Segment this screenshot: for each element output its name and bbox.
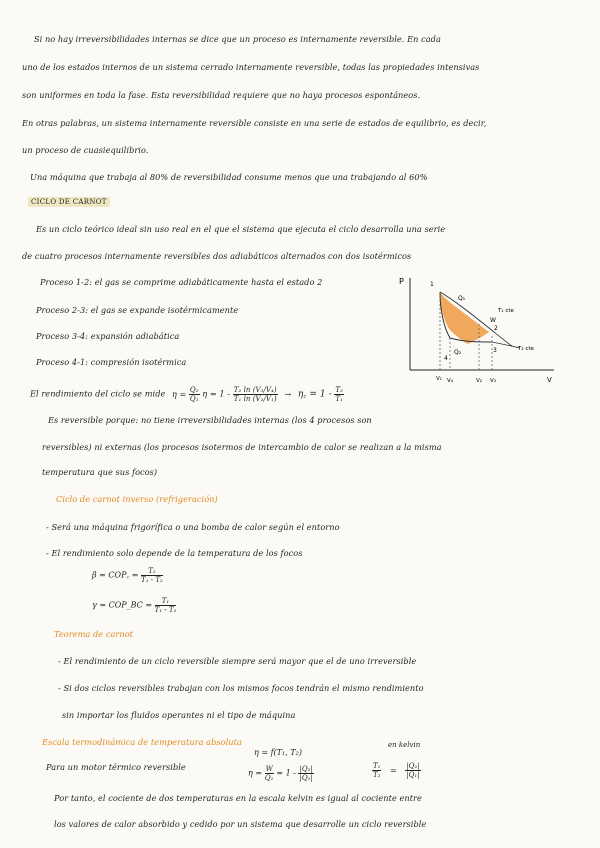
kelvin-note: en kelvin (388, 741, 421, 749)
eta-log-ratio: $\frac{\text{T₂ ln (V₃/V₄)}}{\text{T₁ ln (V₂/V₁)}}$ (233, 386, 277, 403)
text-line: - El rendimiento de un ciclo reversible siempre será mayor que el de uno irreversible (58, 656, 417, 666)
efficiency-text: El rendimiento del ciclo se mide (30, 388, 166, 399)
carnot-efficiency: η꜀ = 1 - (297, 389, 332, 400)
process-line: Proceso 2-3: el gas se expande isotérmicamente (36, 305, 239, 315)
text-line: Por tanto, el cociente de dos temperaturas en la escala kelvin es igual al cociente entre (54, 793, 422, 803)
carnot-pv-diagram (394, 270, 558, 390)
text-line: En otras palabras, un sistema internamente reversible consiste en una serie de estados de equilibrio, es decir, (22, 118, 487, 128)
section-heading-escala: Escala termodinámica de temperatura absoluta (42, 737, 242, 747)
point-label: 2 (494, 325, 498, 332)
volume-label: V₂ (476, 378, 482, 384)
text-line: son uniformes en toda la fase. Esta reversibilidad requiere que no haya procesos espontáneos. (22, 90, 421, 100)
text-line: - El rendimiento solo depende de la temperatura de los focos (46, 548, 303, 558)
text-line: Es un ciclo teórico ideal sin uso real en el que el sistema que ejecuta el ciclo desarrolla una serie (36, 224, 446, 234)
text-line: Es reversible porque: no tiene irreversibilidades internas (los 4 procesos son (48, 415, 372, 425)
eta-main: η = 1 - (202, 388, 231, 399)
process-line: Proceso 1-2: el gas se comprime adiabáticamente hasta el estado 2 (40, 277, 323, 287)
temperature-heat-ratio: $\frac{\text{T₁}}{\text{T₂}}$ = $\frac{\text{|Q₂|}}{\text{|Q₁|}}$ (373, 762, 420, 779)
section-heading-carnot: CICLO DE CARNOT (28, 197, 110, 207)
work-label: W (490, 317, 496, 324)
x-axis-label: V (547, 376, 552, 384)
carnot-temp-ratio: $\frac{\text{T₂}}{\text{T₁}}$ (335, 386, 343, 403)
volume-label: V₄ (447, 378, 453, 384)
process-line: Proceso 3-4: expansión adiabática (36, 331, 180, 341)
efficiency-line: El rendimiento del ciclo se mide η = $\frac{\text{Q₂}}{\text{Q₁}}$ η = 1 - $\frac{\text{T₂ ln (V₃/V₄)}}{\text{T₁ ln (V₂/V₁)}}$ → η꜀ = 1 - $\frac{\text{T₂}}{\text{T₁}}$ (30, 386, 343, 403)
text-line: de cuatro procesos internamente reversibles dos adiabáticos alternados con dos isotérmicos (22, 251, 412, 261)
process-line: Proceso 4-1: compresión isotérmica (36, 357, 187, 367)
volume-label: V₁ (436, 376, 442, 382)
eta-heat-formula: η = $\frac{W}{\text{Q₁}}$ = 1 - $\frac{\text{|Q₂|}}{\text{|Q₁|}}$ (248, 765, 313, 782)
section-heading-teorema: Teorema de carnot (54, 629, 134, 639)
text-line: - Será una máquina frigorífica o una bomba de calor según el entorno (46, 522, 340, 532)
section-heading-inverso: Ciclo de carnot inverso (refrigeración) (56, 494, 218, 504)
text-line: reversibles) ni externas (los procesos isotermos de intercambio de calor se realizan a la misma (42, 442, 442, 452)
text-line: uno de los estados internos de un sistema cerrado internamente reversible, todas las propiedades intensivas (22, 62, 480, 72)
heat-in-label: Q₁ (458, 295, 466, 302)
text-line: un proceso de cuasiequilibrio. (22, 145, 149, 155)
beta-cop-formula: β = COP꜀ = $\frac{\text{T₂}}{\text{T₁ - T₂}}$ (92, 567, 163, 584)
eta-formula: η = (172, 389, 187, 399)
y-axis-label: P (399, 277, 404, 286)
gamma-cop-formula: γ = COP_BC = $\frac{\text{T₁}}{\text{T₁ - T₂}}$ (92, 597, 177, 614)
point-label: 3 (493, 347, 497, 354)
text-line: - Si dos ciclos reversibles trabajan con los mismos focos tendrán el mismo rendimiento (58, 683, 424, 693)
point-label: 4 (444, 355, 448, 362)
eta-function-formula: η = f(T₁, T₂) (254, 748, 302, 757)
text-line: Una máquina que trabaja al 80% de reversibilidad consume menos que una trabajando al 60% (30, 172, 428, 182)
text-line: los valores de calor absorbido y cedido por un sistema que desarrolle un ciclo reversible (54, 819, 427, 829)
text-line: temperatura que sus focos) (42, 467, 158, 477)
point-label: 1 (430, 281, 434, 288)
text-line: sin importar los fluidos operantes ni el tipo de máquina (62, 710, 296, 720)
text-line: Si no hay irreversibilidades internas se dice que un proceso es internamente reversible. En cada (34, 34, 441, 44)
heat-out-label: Q₂ (454, 349, 462, 356)
isotherm-t2-label: T₂ cte (518, 346, 534, 352)
text-line: Para un motor térmico reversible (46, 762, 186, 772)
isotherm-t1-label: T₁ cte (498, 308, 514, 314)
volume-label: V₃ (490, 378, 496, 384)
eta-ratio: $\frac{\text{Q₂}}{\text{Q₁}}$ (189, 386, 199, 403)
